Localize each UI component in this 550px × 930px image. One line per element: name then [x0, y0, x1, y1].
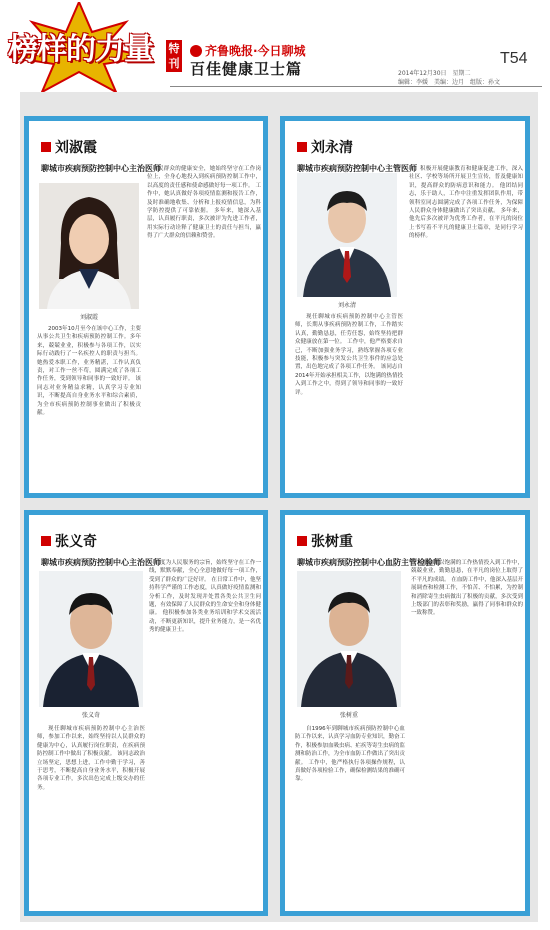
- header-rule: [170, 86, 542, 87]
- person-title: 聊城市疾病预防控制中心主管医师: [297, 164, 417, 173]
- name-text: 张树重: [311, 534, 353, 550]
- portrait-photo: [39, 183, 139, 309]
- article-column-left: [37, 725, 145, 913]
- page-header: [0, 0, 550, 90]
- article-column-left: [295, 725, 405, 913]
- photo-caption: 刘永清: [337, 302, 356, 309]
- red-square-icon: [41, 142, 51, 152]
- photo-caption: 刘淑霞: [79, 314, 98, 321]
- name-text: 刘永清: [311, 140, 353, 156]
- section-title: 百佳健康卫士篇: [190, 60, 303, 78]
- article-text: 自1996年到聊城市疾病预防控制中心血防工作以来，认真学习血防专业知识，勤奋工作，积极参加血吸虫病、疟疾等寄生虫病的监测和防治工作，为全市血防工作做出了突出贡献。 工作中，他严格执行各项操作规程，认真做好各项检验工作，确保检测结果的准确可靠。: [295, 726, 405, 783]
- article-text: 度为人民服务的宗旨，始终坚守在工作一线，默默奉献，全心全意地做好每一项工作，受到了群众的广泛好评。 在日常工作中，他坚持科学严谨的工作态度，认真做好疫情监测和分析工作，及时发现并处置各类公共卫生问题，有效保障了人民群众的生命安全和身体健康。 他积极参加各类业务培训和学术交流活动，不断更新知识，提升业务能力，是一名优秀的健康卫士。: [149, 560, 261, 634]
- portrait-woman-icon: [39, 183, 139, 309]
- person-name: [297, 137, 515, 157]
- portrait-man-icon: [297, 571, 401, 707]
- article-text: 2003年10月至今在该中心工作，主要从事公共卫生和疾病预防控制工作。多年来，兢兢业业，积极参与各项工作，以实际行动践行了一名疾控人的职责与担当。 她热爱本职工作，业务精湛，工作认真负责，对工作一丝不苟，圆满完成了各项工作任务，受到领导和同事的一致好评。 该同志对业务精益求精，认真学习专业知识，不断提高自身业务水平和综合素质，为全市疾病预防控制事业做出了积极贡献。: [37, 326, 141, 417]
- banner-title: 榜样的力量: [8, 32, 153, 67]
- person-name: [41, 531, 253, 551]
- profile-card-liushuxia: [24, 116, 268, 498]
- article-column-right: [411, 559, 523, 913]
- red-square-icon: [297, 142, 307, 152]
- paper-logo-icon: [190, 45, 202, 57]
- portrait-photo: [297, 173, 397, 297]
- portrait-man-icon: [39, 571, 143, 707]
- date-line: 2014年12月30日 星期二: [398, 70, 471, 77]
- profile-card-zhangyiqi: [24, 510, 268, 916]
- red-square-icon: [41, 536, 51, 546]
- red-square-icon: [297, 536, 307, 546]
- photo-caption: 张义奇: [81, 712, 100, 719]
- editor-line: 编辑：李媛 美编：边月 组版：孙文: [398, 79, 501, 86]
- person-title: 聊城市疾病预防控制中心主治医师: [41, 558, 161, 567]
- page-number: T54: [500, 50, 528, 67]
- portrait-man-icon: [297, 173, 397, 297]
- special-edition-badge: 特刊: [166, 40, 182, 72]
- name-text: 张义奇: [55, 534, 97, 550]
- person-name: [297, 531, 515, 551]
- person-name: [41, 137, 253, 157]
- article-column-right: [409, 165, 523, 495]
- person-title: 聊城市疾病预防控制中心主治医师: [41, 164, 161, 173]
- photo-caption: 张树重: [339, 712, 358, 719]
- article-text: 积极开展健康教育和健康促进工作，深入社区、学校等场所开展卫生宣传，普及健康知识，提高群众的防病意识和能力。 他团结同志，乐于助人，工作中注重发挥团队作用，带领科室同志圆满完成了各项工作任务，为保障人民群众身体健康做出了突出贡献。 多年来，他先后多次被评为优秀工作者，在平凡的岗位上书写着不平凡的健康卫士篇章，是同行学习的榜样。: [409, 166, 523, 240]
- article-text: 他始终以饱满的工作热情投入到工作中，兢兢业业，勤勤恳恳，在平凡的岗位上取得了不平凡的成绩。 在血防工作中，他深入基层开展调查和检测工作，不怕苦、不怕累，为控制和消除寄生虫病做出了积极的贡献，多次受到上级部门的表彰和奖励，赢得了同事和群众的一致称赞。: [411, 560, 523, 617]
- article-text: 现任聊城市疾病预防控制中心主管医师，长期从事疾病预防控制工作，工作踏实认真，勤勤恳恳，任劳任怨，始终坚持把群众健康放在第一位。 工作中，他严格要求自己，不断加强业务学习，熟练掌握各项专业技能，积极参与突发公共卫生事件的应急处置，出色地完成了各项工作任务。 该同志自2014年开始承担相关工作，以饱满的热情投入到工作之中，得到了领导和同事的一致好评。: [295, 314, 403, 396]
- article-column-left: [295, 313, 403, 495]
- paper-name: 齐鲁晚报·今日聊城: [205, 44, 306, 58]
- article-column-left: [37, 325, 141, 495]
- portrait-photo: [297, 571, 401, 707]
- portrait-photo: [39, 571, 143, 707]
- article-text: 民群众的健康安全，她始终坚守在工作岗位上，全身心地投入到疾病预防控制工作中，以高度的责任感和使命感做好每一项工作。 工作中，她认真做好各项疫情监测和报告工作，及时准确地收集、分析和上报疫情信息，为科学防控提供了可靠依据。 多年来，她深入基层，认真履行职责，多次被评为先进工作者，用实际行动诠释了健康卫士的责任与担当，赢得了广大群众的信赖和赞誉。: [147, 166, 261, 240]
- paper-logo: [190, 42, 306, 59]
- name-text: 刘淑霞: [55, 140, 97, 156]
- article-column-right: [147, 165, 261, 495]
- profile-card-liuyongqing: [280, 116, 530, 498]
- profile-card-zhangshuzhong: [280, 510, 530, 916]
- article-text: 现任聊城市疾病预防控制中心主治医师，参加工作以来，始终坚持以人民群众的健康为中心，认真履行岗位职责，在疾病预防控制工作中做出了积极贡献。 该同志政治立场坚定，思想上进，工作中勤于学习，善于思考，不断提高自身业务水平，积极开展各项专业工作，多次出色完成上级交办的任务。: [37, 726, 145, 791]
- article-column-right: [149, 559, 261, 913]
- person-title: 聊城市疾病预防控制中心血防主管检验师: [297, 558, 441, 567]
